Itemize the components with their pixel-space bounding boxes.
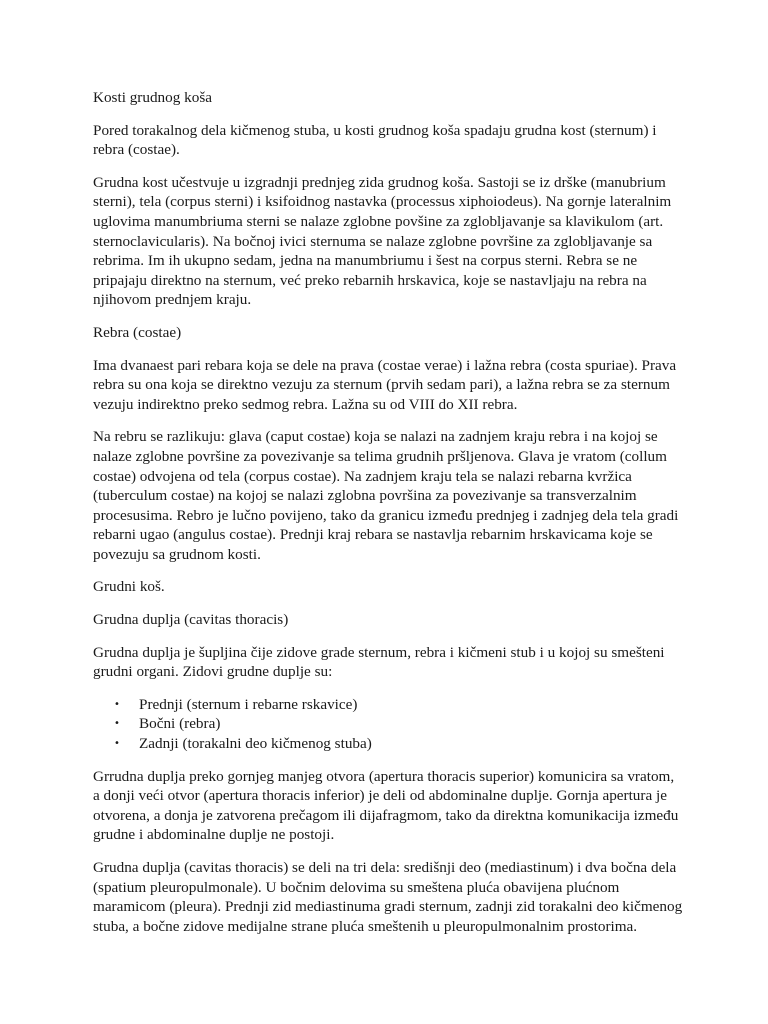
list-item [114,695,683,715]
cavity-heading: Grudna duplja (cavitas thoracis) [93,611,289,629]
list-item [114,714,683,734]
bullet-icon: • [114,738,120,750]
bullet-icon: • [114,718,120,730]
intro-paragraph: Pored torakalnog dela kičmenog stuba, u kosti grudnog koša spadaju grudna kost (sternum) i rebra (costae). [93,121,657,159]
walls-list [93,695,683,754]
list-item-text: Zadnji (torakalni deo kičmenog stuba) [139,735,372,753]
document-title: Kosti grudnog koša [93,89,212,106]
chest-heading: Grudni koš. [93,578,165,596]
division-paragraph: Grudna duplja (cavitas thoracis) se deli na tri dela: središnji deo (mediastinum) i dva bočna dela (spatium pleuropulmonale). U bočnim delovima su smeštena pluća obavijena plućnom maramicom (pleura). Prednji zid mediastinuma gradi sternum, zadnji zid torakalni deo kičmenog stuba, a bočne zidove medijalne strane pluća smeštenih u pleuropulmonalnim prostorima. [93,859,683,935]
document-body [93,88,683,949]
apertures-paragraph: Grrudna duplja preko gornjeg manjeg otvora (apertura thoracis superior) komunicira sa vratom, a donji veći otvor (apertura thoracis inferior) je deli od abdominalne duplje. Gornja apertura je otvorena, a donja je zatvorena prečagom ili dijafragmom, tako da direktna komunikacija između grudne i abdominalne duplje ne postoji. [93,767,679,844]
list-item-text: Bočni (rebra) [139,715,221,733]
list-item [114,734,683,754]
bullet-icon: • [114,698,120,710]
cavity-intro-paragraph: Grudna duplja je šupljina čije zidove grade sternum, rebra i kičmeni stub i u kojoj su smešteni grudni organi. Zidovi grudne duplje su: [93,643,665,681]
list-item-text: Prednji (sternum i rebarne rskavice) [139,695,358,713]
sternum-paragraph: Grudna kost učestvuje u izgradnji prednjeg zida grudnog koša. Sastoji se iz drške (manubrium sterni), tela (corpus sterni) i ksifoidnog nastavka (processus xiphoiodeus). Na gornje lateralnim uglovima manumbriuma sterni se nalaze zglobne povšine za zglobljavanje sa klavikulom (art. sternoclavicularis). Na bočnoj ivici sternuma se nalaze zglobne površine za zglobljavanje sa rebrima. Im ih ukupno sedam, jedna na manumbriumu i šest na corpus sterni. Rebra se ne pripajaju direktno na sternum, već preko rebarnih hrskavica, koje se nastavljaju na rebra na njihovom prednjem kraju. [93,173,672,309]
ribs-heading: Rebra (costae) [93,323,182,341]
ribs-count-paragraph: Ima dvanaest pari rebara koja se dele na prava (costae verae) i lažna rebra (costa spuriae). Prava rebra su ona koja se direktno vezuju za sternum (prvih sedam pari), a lažna rebra se za sternum vezuju indirektno preko sedmog rebra. Lažna su od VIII do XII rebra. [93,356,677,413]
ribs-parts-paragraph: Na rebru se razlikuju: glava (caput costae) koja se nalazi na zadnjem kraju rebra i na kojoj se nalaze zglobne površine za povezivanje sa telima grudnih pršljenova. Glava je vratom (collum costae) odvojena od tela (corpus costae). Na zadnjem kraju tela se nalazi rebarna kvržica (tuberculum costae) na kojoj se nalazi zglobna površina za povezivanje sa transverzalnim procesusima. Rebro je lučno povijeno, tako da granicu između prednjeg i zadnjeg dela tela gradi rebarni ugao (angulus costae). Prednji kraj rebara se nastavlja rebarnim hrskavicama koje se povezuju sa grudnom kosti. [93,428,679,563]
